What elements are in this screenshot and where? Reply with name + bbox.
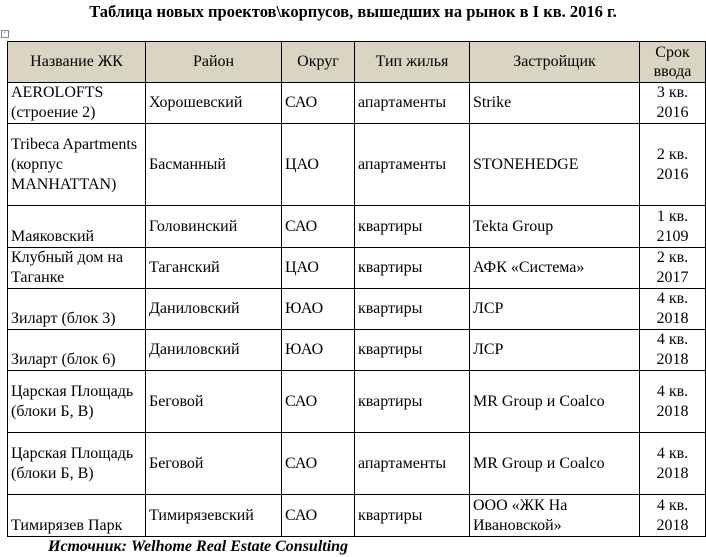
table-row	[8, 330, 706, 371]
table-row	[8, 495, 706, 537]
cell-okrug: САО	[282, 206, 355, 248]
cell-district: Даниловский	[146, 289, 282, 330]
cell-district: Басманный	[146, 124, 282, 206]
cell-type: квартиры	[355, 289, 470, 330]
table-anchor-icon[interactable]: +	[1, 30, 9, 38]
column-header: Район	[146, 42, 282, 83]
cell-developer: STONEHEDGE	[470, 124, 640, 206]
cell-term: 3 кв. 2016	[640, 83, 706, 124]
cell-term: 4 кв. 2018	[640, 330, 706, 371]
cell-name: Зиларт (блок 6)	[8, 330, 146, 371]
table-title: Таблица новых проектов\корпусов, вышедших на рынок в I кв. 2016 г.	[89, 2, 617, 21]
cell-okrug: САО	[282, 83, 355, 124]
cell-name: Тимирязев Парк	[8, 495, 146, 537]
cell-district: Головинский	[146, 206, 282, 248]
cell-name: Маяковский	[8, 206, 146, 248]
cell-district: Даниловский	[146, 330, 282, 371]
column-header: Округ	[282, 42, 355, 83]
table-row	[8, 124, 706, 206]
column-header: Название ЖК	[8, 42, 146, 83]
cell-okrug: САО	[282, 495, 355, 537]
cell-developer: MR Group и Coalco	[470, 371, 640, 433]
cell-term: 4 кв. 2018	[640, 433, 706, 495]
table-row	[8, 371, 706, 433]
table-row	[8, 206, 706, 248]
cell-district: Таганский	[146, 248, 282, 289]
cell-name: Клубный дом на Таганке	[8, 248, 146, 289]
cell-developer: АФК «Система»	[470, 248, 640, 289]
table-row	[8, 248, 706, 289]
cell-term: 1 кв. 2109	[640, 206, 706, 248]
cell-developer: MR Group и Coalco	[470, 433, 640, 495]
cell-district: Беговой	[146, 371, 282, 433]
cell-developer: ЛСР	[470, 289, 640, 330]
cell-okrug: ЦАО	[282, 248, 355, 289]
cell-type: квартиры	[355, 248, 470, 289]
cell-district: Хорошевский	[146, 83, 282, 124]
cell-developer: Tekta Group	[470, 206, 640, 248]
cell-district: Беговой	[146, 433, 282, 495]
cell-type: квартиры	[355, 330, 470, 371]
cell-type: апартаменты	[355, 124, 470, 206]
cell-name: AEROLOFTS (строение 2)	[8, 83, 146, 124]
cell-type: квартиры	[355, 206, 470, 248]
cell-developer: ООО «ЖК На Ивановской»	[470, 495, 640, 537]
cell-district: Тимирязевский	[146, 495, 282, 537]
cell-developer: ЛСР	[470, 330, 640, 371]
cell-developer: Strike	[470, 83, 640, 124]
cell-okrug: САО	[282, 371, 355, 433]
cell-name: Царская Площадь (блоки Б, В)	[8, 433, 146, 495]
cell-okrug: САО	[282, 433, 355, 495]
cell-okrug: ЦАО	[282, 124, 355, 206]
table-row	[8, 289, 706, 330]
table-row	[8, 83, 706, 124]
cell-term: 4 кв. 2018	[640, 371, 706, 433]
table-row	[8, 433, 706, 495]
cell-term: 2 кв. 2016	[640, 124, 706, 206]
cell-name: Царская Площадь (блоки Б, В)	[8, 371, 146, 433]
cell-term: 2 кв. 2017	[640, 248, 706, 289]
cell-term: 4 кв. 2018	[640, 289, 706, 330]
cell-type: квартиры	[355, 371, 470, 433]
cell-term: 4 кв. 2018	[640, 495, 706, 537]
cell-type: квартиры	[355, 495, 470, 537]
cell-name: Tribeca Apartments (корпус MANHATTAN)	[8, 124, 146, 206]
header-row	[8, 42, 706, 83]
cell-type: апартаменты	[355, 433, 470, 495]
column-header: Застройщик	[470, 42, 640, 83]
projects-table	[7, 41, 706, 537]
cell-okrug: ЮАО	[282, 289, 355, 330]
column-header: Тип жилья	[355, 42, 470, 83]
column-header: Срок ввода	[640, 42, 706, 83]
cell-name: Зиларт (блок 3)	[8, 289, 146, 330]
cell-okrug: ЮАО	[282, 330, 355, 371]
source-note: Источник: Welhome Real Estate Consulting	[48, 538, 349, 555]
cell-type: апартаменты	[355, 83, 470, 124]
